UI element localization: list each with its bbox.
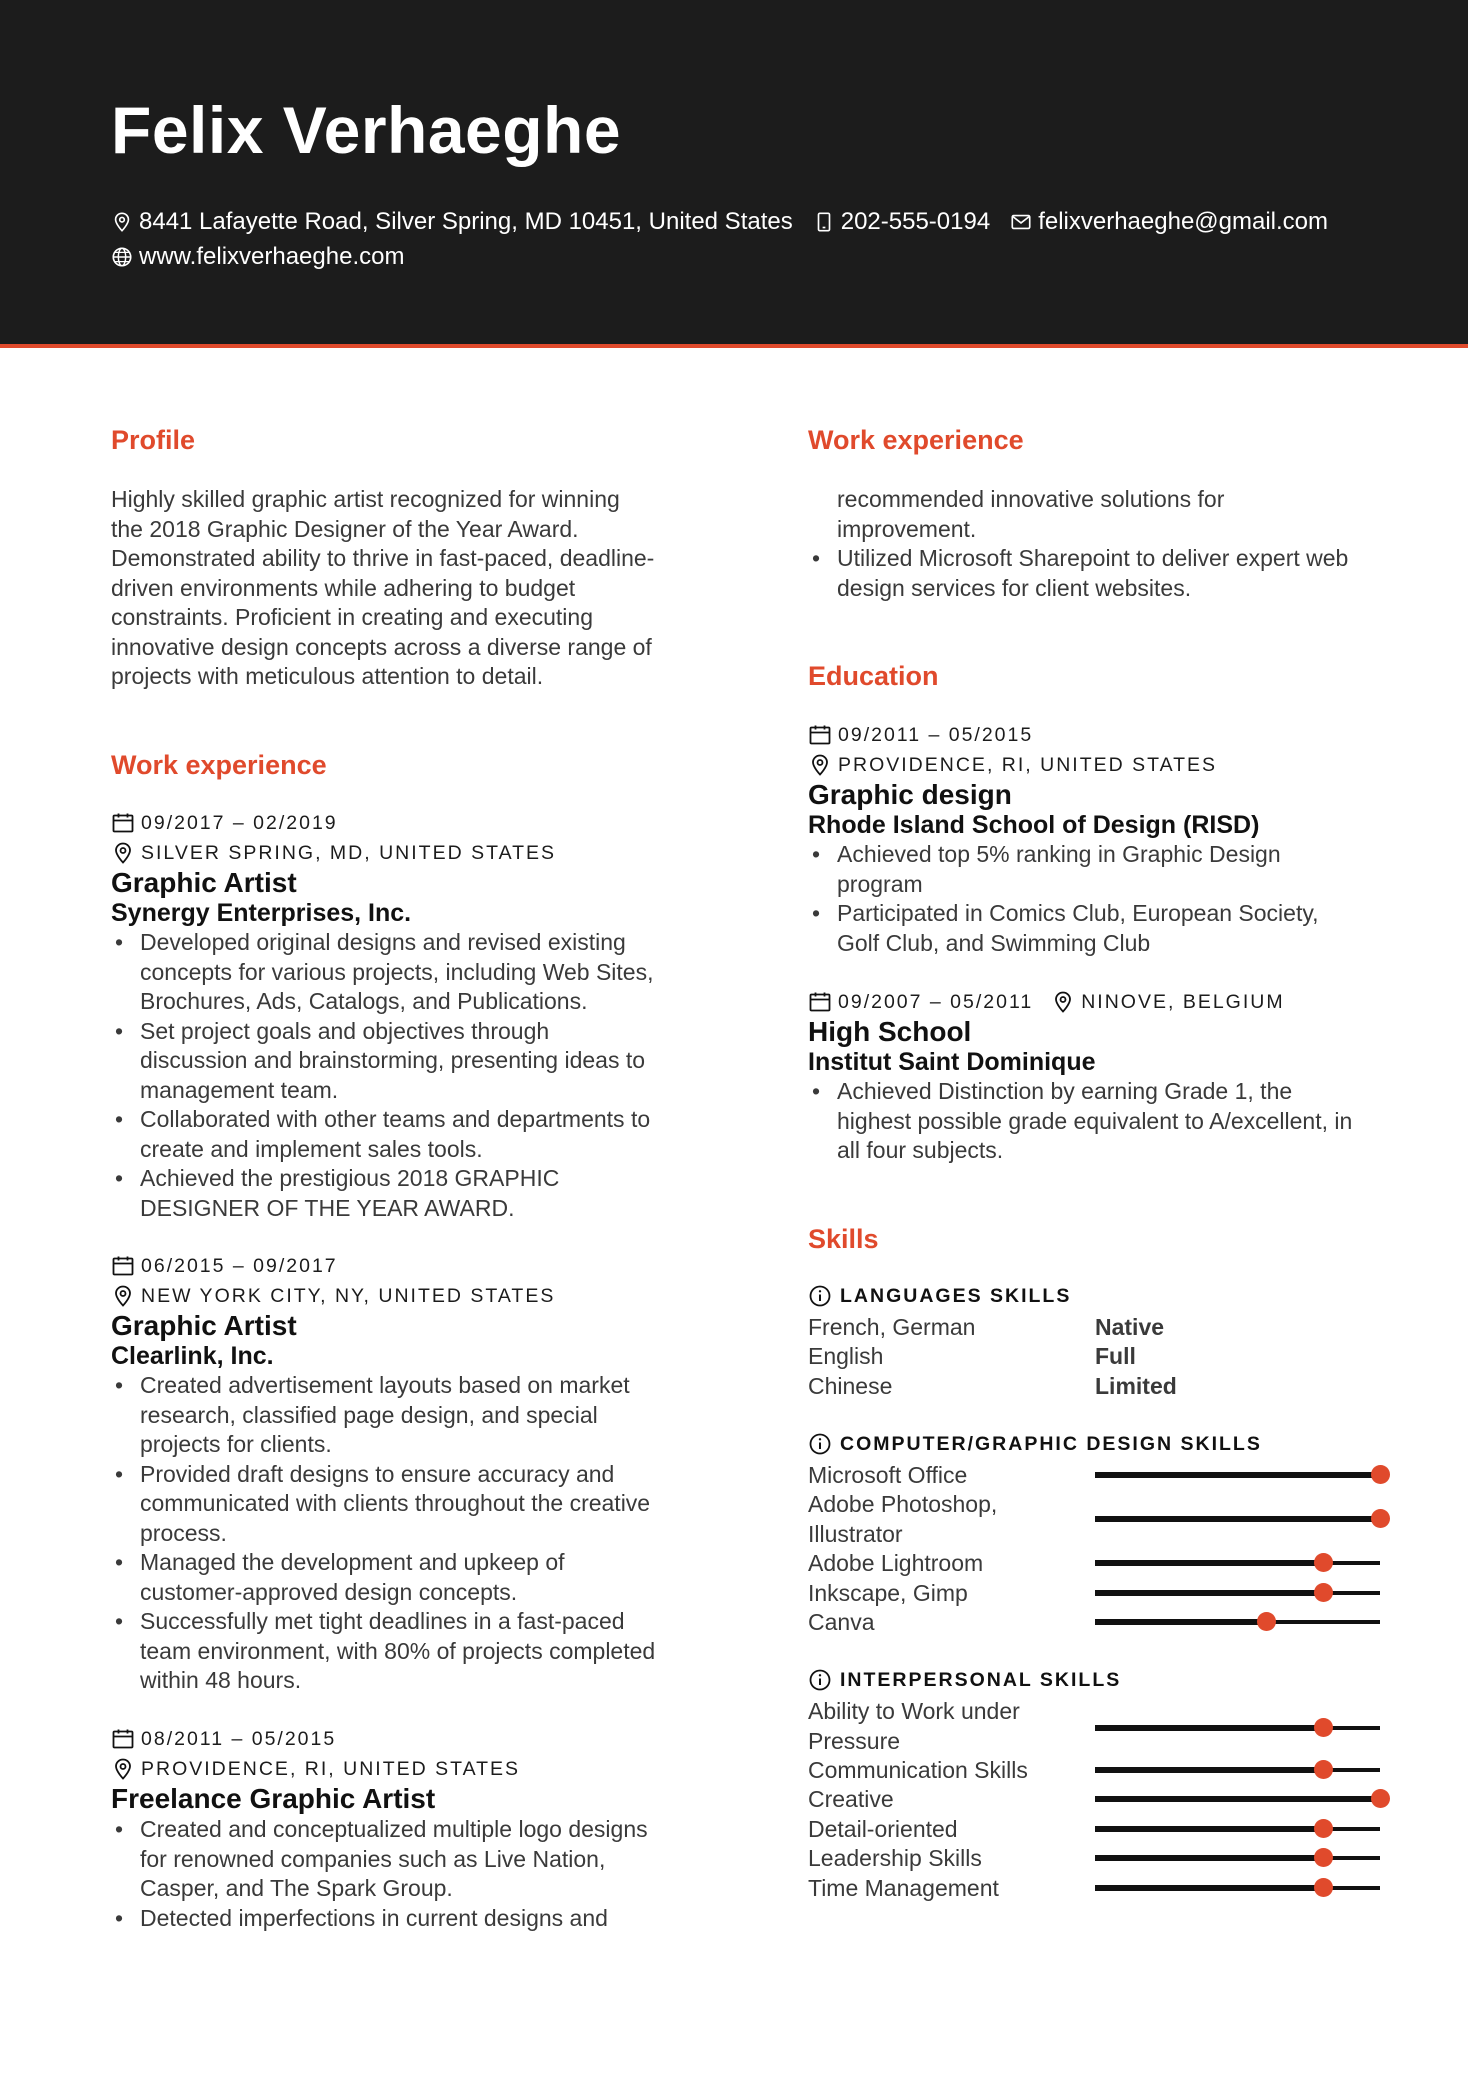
bullet-item: • Detected imperfections in current designs and [111, 1904, 711, 1934]
skill-name: Time Management [808, 1875, 999, 1901]
skill-level-fill [1095, 1796, 1380, 1802]
calendar-icon [111, 1254, 135, 1278]
skill-level-bar [1095, 1473, 1380, 1477]
skill-name: Detail-oriented [808, 1816, 958, 1842]
skill-level-marker [1314, 1848, 1333, 1867]
edu-dates-text: 09/2007 – 05/2011 [838, 990, 1034, 1013]
resume-header [0, 0, 1468, 348]
skill-level-marker [1257, 1612, 1276, 1631]
edu-2-school: Institut Saint Dominique [808, 1048, 1096, 1076]
address-item [111, 208, 793, 236]
skill-level-marker [1314, 1583, 1333, 1602]
work-experience-heading: Work experience [111, 750, 327, 780]
job-dates-text: 06/2015 – 09/2017 [141, 1254, 338, 1277]
bullet-item: • Created and conceptualized multiple logo designs for renowned companies such as Live Nation, Casper, and The Spark Group. [111, 1815, 711, 1904]
skill-level-fill [1095, 1767, 1323, 1773]
calendar-icon [808, 723, 832, 747]
edu-2-degree: High School [808, 1016, 972, 1047]
job-3-title: Freelance Graphic Artist [111, 1783, 436, 1814]
skill-level-bar [1095, 1620, 1380, 1624]
skill-level-fill [1095, 1560, 1323, 1566]
profile-line: innovative design concepts across a diverse range of [111, 633, 652, 660]
language-level: Native [1095, 1314, 1165, 1340]
job-location-text: PROVIDENCE, RI, UNITED STATES [141, 1757, 521, 1780]
profile-line: projects with meticulous attention to detail. [111, 663, 544, 689]
skill-level-fill [1095, 1619, 1266, 1625]
email-icon [1010, 210, 1032, 234]
job-location-text: NEW YORK CITY, NY, UNITED STATES [141, 1284, 556, 1307]
skill-name: Adobe Photoshop, Illustrator [808, 1491, 998, 1547]
candidate-name: Felix Verhaeghe [111, 93, 622, 167]
language-level: Full [1095, 1343, 1136, 1369]
bullet-item: • Collaborated with other teams and departments to create and implement sales tools. [111, 1105, 711, 1164]
location-pin-icon [111, 1284, 135, 1308]
language-level: Limited [1095, 1373, 1177, 1399]
language-name: Chinese [808, 1373, 893, 1399]
calendar-icon [111, 1727, 135, 1751]
job-3-location [111, 1757, 520, 1781]
bullet-item: • Set project goals and objectives through discussion and brainstorming, presenting ideas to management team. [111, 1017, 711, 1106]
edu-2-meta [808, 990, 1285, 1014]
edu-location-text: NINOVE, BELGIUM [1081, 990, 1285, 1013]
job-3-bullets [111, 1815, 711, 1933]
edu-dates-text: 09/2011 – 05/2015 [838, 723, 1034, 746]
education-heading: Education [808, 661, 939, 691]
skill-level-bar [1095, 1726, 1380, 1730]
job-2-title: Graphic Artist [111, 1310, 297, 1341]
skill-name: Canva [808, 1609, 875, 1635]
location-pin-icon [1051, 990, 1075, 1014]
skill-level-bar [1095, 1561, 1380, 1565]
profile-heading: Profile [111, 425, 196, 455]
skill-name: Communication Skills [808, 1757, 1028, 1783]
bullet-item: • Participated in Comics Club, European Society, Golf Club, and Swimming Club [808, 899, 1408, 958]
skill-level-marker [1314, 1760, 1333, 1779]
skill-level-bar [1095, 1768, 1380, 1772]
job-location-text: SILVER SPRING, MD, UNITED STATES [141, 841, 557, 864]
skill-group-title: INTERPERSONAL SKILLS [840, 1668, 1122, 1691]
location-pin-icon [111, 841, 135, 865]
profile-summary [111, 485, 691, 692]
skill-level-bar [1095, 1827, 1380, 1831]
skill-name: Inkscape, Gimp [808, 1580, 968, 1606]
email-item [1010, 208, 1328, 236]
bullet-item: • Managed the development and upkeep of customer-approved design concepts. [111, 1548, 711, 1607]
edu-1-location [808, 753, 1217, 777]
skill-level-fill [1095, 1516, 1380, 1522]
skill-level-bar [1095, 1856, 1380, 1860]
skill-name: Microsoft Office [808, 1462, 968, 1488]
phone-item [813, 208, 990, 236]
bullet-item: • Achieved top 5% ranking in Graphic Design program [808, 840, 1408, 899]
profile-line: Demonstrated ability to thrive in fast-paced, deadline- [111, 545, 655, 571]
skill-level-bar [1095, 1517, 1380, 1521]
location-pin-icon [111, 1757, 135, 1781]
profile-line: constraints. Proficient in creating and executing [111, 604, 593, 630]
work-continued-bullets [808, 485, 1408, 603]
languages-skills-heading [808, 1284, 1071, 1308]
skill-level-marker [1371, 1789, 1390, 1808]
language-name: English [808, 1343, 884, 1369]
profile-line: driven environments while adhering to budget [111, 574, 576, 601]
bullet-item: • Achieved Distinction by earning Grade 1, the highest possible grade equivalent to A/excellent, in all four subjects. [808, 1077, 1408, 1166]
contact-row-1 [111, 208, 1348, 236]
email-link[interactable]: felixverhaeghe@gmail.com [1038, 208, 1329, 235]
bullet-item: • Achieved the prestigious 2018 GRAPHIC DESIGNER OF THE YEAR AWARD. [111, 1164, 711, 1223]
edu-1-school: Rhode Island School of Design (RISD) [808, 811, 1260, 839]
phone-icon [813, 210, 835, 234]
profile-line: the 2018 Graphic Designer of the Year Award. [111, 515, 579, 542]
info-icon [808, 1668, 832, 1692]
skill-level-bar [1095, 1797, 1380, 1801]
job-1-company: Synergy Enterprises, Inc. [111, 899, 412, 927]
skill-level-marker [1314, 1819, 1333, 1838]
job-1-bullets [111, 928, 711, 1223]
skill-name: Leadership Skills [808, 1845, 982, 1871]
bullet-item: • Successfully met tight deadlines in a fast-paced team environment, with 80% of projects completed within 48 hours. [111, 1607, 711, 1696]
job-2-dates [111, 1254, 338, 1278]
skill-level-marker [1314, 1878, 1333, 1897]
skill-level-fill [1095, 1725, 1323, 1731]
skill-name: Adobe Lightroom [808, 1550, 984, 1576]
edu-1-bullets [808, 840, 1408, 958]
calendar-icon [111, 811, 135, 835]
bullet-item: • Provided draft designs to ensure accuracy and communicated with clients throughout the creative process. [111, 1460, 711, 1549]
job-1-location [111, 841, 556, 865]
skill-level-marker [1314, 1718, 1333, 1737]
job-2-company: Clearlink, Inc. [111, 1342, 274, 1370]
skill-name: Creative [808, 1786, 894, 1812]
location-pin-icon [808, 753, 832, 777]
skill-level-marker [1314, 1553, 1333, 1572]
contact-row-2 [111, 243, 424, 271]
skill-group-title: COMPUTER/GRAPHIC DESIGN SKILLS [840, 1432, 1262, 1455]
skill-level-bar [1095, 1886, 1380, 1890]
skill-level-fill [1095, 1885, 1323, 1891]
edu-1-degree: Graphic design [808, 779, 1012, 810]
skill-level-bar [1095, 1591, 1380, 1595]
bullet-item: • Utilized Microsoft Sharepoint to deliver expert web design services for client websites. [808, 544, 1408, 603]
skill-level-marker [1371, 1509, 1390, 1528]
website-item [111, 243, 404, 271]
interpersonal-skills-heading [808, 1668, 1121, 1692]
bullet-item: • Developed original designs and revised existing concepts for various projects, including Web Sites, Brochures, Ads, Catalogs, and Publications. [111, 928, 711, 1017]
skill-level-fill [1095, 1472, 1380, 1478]
skill-level-fill [1095, 1826, 1323, 1832]
address-text: 8441 Lafayette Road, Silver Spring, MD 10451, United States [139, 208, 793, 235]
edu-2-bullets [808, 1077, 1408, 1166]
job-dates-text: 08/2011 – 05/2015 [141, 1727, 337, 1750]
language-name: French, German [808, 1314, 976, 1340]
skills-heading: Skills [808, 1224, 879, 1254]
job-3-dates [111, 1727, 336, 1751]
work-experience-continued-heading: Work experience [808, 425, 1024, 455]
computer-skills-heading [808, 1432, 1262, 1456]
phone-text[interactable]: 202-555-0194 [840, 208, 991, 235]
bullet-continuation: recommended innovative solutions for improvement. [837, 486, 1225, 542]
info-icon [808, 1284, 832, 1308]
job-dates-text: 09/2017 – 02/2019 [141, 811, 338, 834]
calendar-icon [808, 990, 832, 1014]
location-pin-icon [111, 210, 133, 234]
edu-1-dates [808, 723, 1033, 747]
skill-level-marker [1371, 1465, 1390, 1484]
skill-name: Ability to Work under Pressure [808, 1698, 1020, 1754]
info-icon [808, 1432, 832, 1456]
bullet-item: • Created advertisement layouts based on market research, classified page design, and special projects for clients. [111, 1371, 711, 1460]
edu-location-text: PROVIDENCE, RI, UNITED STATES [838, 753, 1218, 776]
globe-icon [111, 245, 133, 269]
job-1-title: Graphic Artist [111, 867, 297, 898]
skill-group-title: LANGUAGES SKILLS [840, 1284, 1072, 1307]
job-1-dates [111, 811, 338, 835]
profile-line: Highly skilled graphic artist recognized for winning [111, 486, 620, 512]
website-link[interactable]: www.felixverhaeghe.com [139, 243, 405, 270]
skill-level-fill [1095, 1855, 1323, 1861]
job-2-location [111, 1284, 555, 1308]
job-2-bullets [111, 1371, 711, 1696]
skill-level-fill [1095, 1590, 1323, 1596]
